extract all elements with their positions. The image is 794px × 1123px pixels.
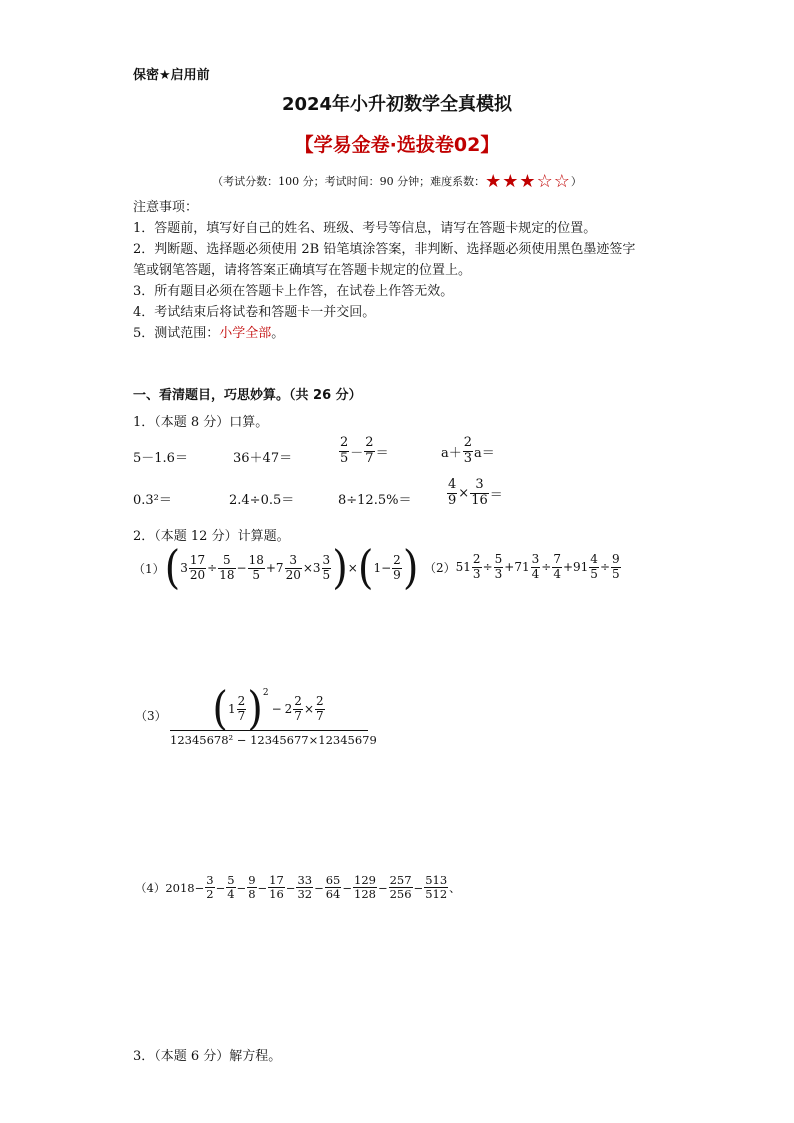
fraction: $\frac{9}{5}$ [612, 552, 620, 581]
exam-subtitle: 【学易金卷·选拔卷02】 [294, 134, 500, 156]
op-minus: − [257, 880, 268, 895]
calc-problem-1 [133, 541, 419, 595]
problem-number: （2） [424, 560, 456, 575]
op-divide: ÷ [541, 560, 552, 575]
calc-problem-3 [170, 682, 377, 747]
op-minus: − [236, 880, 247, 895]
scope-suffix: 。 [271, 326, 285, 341]
difficulty-empty-stars: ☆☆ [536, 171, 571, 192]
oral-item-algebra [441, 436, 495, 467]
oral-item: 36＋47＝ [233, 451, 293, 466]
section-title: 一、看清题目，巧思妙算。（共 26 分） [133, 388, 362, 403]
op-minus: − [377, 880, 388, 895]
problem-number: （1） [133, 561, 165, 576]
fraction: $\frac{7}{4}$ [553, 552, 561, 581]
note-item: 1．答题前，填写好自己的姓名、班级、考号等信息，请写在答题卡规定的位置。 [133, 221, 597, 236]
fraction: $\frac{2}{3}$ [472, 552, 481, 581]
op-times: × [303, 702, 314, 716]
fraction: $\frac{2}{7}$ [237, 693, 246, 723]
note-item: 2．判断题、选择题必须使用 2B 铅笔填涂答案，非判断、选择题必须使用黑色墨迹签字 [133, 242, 636, 257]
confidential-label: 保密★启用前 [133, 68, 210, 83]
problem-number: （4） [135, 880, 166, 895]
fraction: $\frac{2}{9}$ [393, 552, 401, 582]
fraction: $\frac{65}{64}$ [325, 873, 341, 902]
fraction: $\frac{17}{16}$ [269, 873, 284, 902]
fraction: $\frac{17}{20}$ [189, 552, 206, 582]
fraction: $\frac{2}{7}$ [294, 693, 302, 723]
open-paren: ( [357, 541, 374, 595]
op-plus: + [562, 560, 574, 575]
open-paren: ( [212, 682, 228, 736]
oral-item-fraction [338, 436, 389, 467]
fraction: $\frac{9}{8}$ [248, 873, 256, 902]
exam-info-suffix: ） [570, 175, 582, 188]
op-plus: + [265, 561, 276, 575]
whole-part: 3 [180, 561, 188, 575]
whole-part: 1 [373, 561, 382, 575]
lead-number: 2018 [165, 880, 195, 895]
open-paren: ( [164, 541, 181, 595]
whole-part: 7 [275, 561, 284, 575]
close-paren: ) [332, 541, 348, 595]
fraction: $\frac{3}{16}$ [471, 477, 488, 508]
op-minus: − [413, 880, 424, 895]
complex-numerator [170, 682, 368, 736]
fraction: $\frac{2}{7}$ [316, 693, 324, 723]
fraction: $\frac{33}{32}$ [297, 873, 313, 902]
op-minus: − [342, 880, 352, 895]
fraction: $\frac{4}{5}$ [590, 552, 598, 581]
fraction: $\frac{257}{256}$ [389, 873, 412, 902]
op-minus: − [194, 880, 205, 895]
note-item: 笔或钢笔答题，请将答案正确填写在答题卡规定的位置上。 [133, 263, 472, 278]
exam-info [0, 171, 794, 192]
whole-part: 1 [227, 702, 236, 716]
fraction: $\frac{5}{4}$ [227, 873, 235, 902]
op-divide: ÷ [599, 560, 610, 575]
whole-part: 71 [514, 560, 530, 575]
op-minus: − [285, 880, 296, 895]
op-divide: ÷ [482, 560, 493, 575]
fraction: $\frac{2}{7}$ [365, 435, 374, 466]
fraction: $\frac{2}{5}$ [340, 435, 349, 466]
equals-sign: ＝ [489, 487, 503, 503]
difficulty-stars [485, 171, 571, 192]
oral-item: 0.3²＝ [133, 493, 172, 508]
fraction: $\frac{3}{2}$ [206, 873, 214, 902]
notes-block [133, 197, 635, 344]
close-paren: ) [402, 541, 419, 595]
exam-title: 2024年小升初数学全真模拟 [281, 94, 513, 115]
problem-number: （3） [135, 709, 167, 723]
whole-part: 91 [573, 560, 589, 575]
question-3-label: 3．（本题 6 分）解方程。 [133, 1049, 282, 1064]
fraction: $\frac{129}{128}$ [354, 873, 376, 902]
close-paren: ) [247, 682, 263, 736]
oral-item-fraction [446, 478, 503, 509]
fraction: $\frac{3}{20}$ [285, 552, 301, 582]
scope-value: 小学全部 [219, 326, 272, 341]
fraction: $\frac{4}{9}$ [448, 477, 457, 508]
scope-prefix: 5．测试范围： [133, 326, 220, 341]
op-minus: − [215, 880, 226, 895]
trailing-mark: 、 [449, 880, 461, 895]
op-minus: − [271, 702, 282, 716]
algebra-lead: a＋ [441, 445, 462, 461]
fraction: $\frac{513}{512}$ [425, 873, 448, 902]
equals-sign: ＝ [375, 445, 389, 461]
difficulty-filled-stars: ★★★ [485, 171, 537, 192]
oral-item: 5－1.6＝ [133, 451, 188, 466]
fraction: $\frac{5}{18}$ [219, 552, 235, 582]
op-divide: ÷ [207, 561, 218, 575]
question-1-label: 1．（本题 8 分）口算。 [133, 415, 269, 430]
exam-info-prefix: （考试分数：100 分；考试时间：90 分钟；难度系数： [212, 175, 486, 188]
whole-part: 51 [455, 560, 471, 575]
note-item-scope [133, 323, 635, 344]
question-2-label: 2．（本题 12 分）计算题。 [133, 529, 290, 544]
minus-sign: － [350, 445, 364, 461]
note-item: 4．考试结束后将试卷和答题卡一并交回。 [133, 305, 376, 320]
op-times: × [302, 561, 313, 575]
whole-part: 2 [284, 702, 293, 716]
algebra-tail: a＝ [474, 445, 495, 461]
whole-part: 3 [312, 561, 321, 575]
op-minus: − [236, 561, 247, 575]
oral-item: 8÷12.5%＝ [338, 493, 412, 508]
fraction: $\frac{2}{3}$ [463, 435, 473, 466]
fraction: $\frac{18}{5}$ [248, 552, 264, 582]
op-times: × [347, 561, 358, 575]
notes-heading: 注意事项： [133, 200, 199, 215]
oral-item: 2.4÷0.5＝ [229, 493, 295, 508]
fraction: $\frac{5}{3}$ [494, 552, 503, 581]
op-minus: − [314, 880, 324, 895]
complex-denominator: 12345678² − 12345677×12345679 [170, 733, 377, 747]
calc-problem-2 [424, 553, 622, 582]
fraction: $\frac{3}{5}$ [322, 552, 331, 582]
note-item: 3．所有题目必须在答题卡上作答，在试卷上作答无效。 [133, 284, 454, 299]
exponent: 2 [262, 688, 269, 698]
times-sign: × [458, 485, 470, 501]
calc-problem-4 [135, 874, 461, 901]
fraction: $\frac{3}{4}$ [531, 552, 540, 581]
op-plus: + [504, 560, 515, 575]
op-minus: − [381, 561, 392, 575]
